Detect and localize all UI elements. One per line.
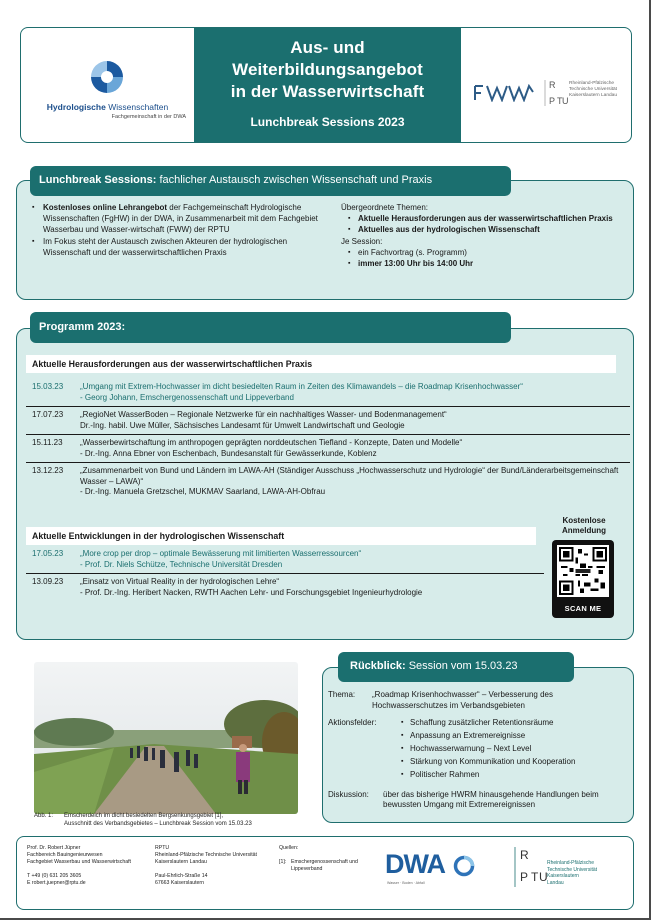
page-subtitle: Lunchbreak Sessions 2023 xyxy=(250,115,405,129)
intro-item: ▪ Kostenloses online Lehrangebot der Fachgemeinschaft Hydrologische Wissenschaften (FgHW) in der DWA, in Zusammenarbeit mit dem Fachgebiet Wasserbau und Wasser-wirtschaft (FWW) der RPTU xyxy=(31,202,331,236)
review-field-item: ▪ Stärkung von Kommunikation und Kooperation xyxy=(399,757,628,768)
review-fields-row xyxy=(328,718,628,782)
event-speaker: - Prof. Dr. Niels Schütze, Technische Universität Dresden xyxy=(80,559,283,569)
page-title-line-1: Aus- und xyxy=(290,38,365,57)
header-banner xyxy=(20,27,632,143)
review-tab: Rückblick: Session vom 15.03.23 xyxy=(338,652,574,682)
dwa-wordmark: DWA xyxy=(385,849,445,879)
review-field-item: ▪ Anpassung an Extremereignisse xyxy=(399,731,628,742)
address-column xyxy=(155,845,291,887)
fghw-swirl-icon xyxy=(89,59,125,95)
program-tab: Programm 2023: xyxy=(30,312,511,343)
event-row xyxy=(26,574,544,601)
qr-label-line-2: Anmeldung xyxy=(562,526,606,535)
event-speaker: - Dr.-Ing. Manuela Gretzschel, MUKMAV Saarland, LAWA-AH-Obfrau xyxy=(80,487,326,496)
event-row xyxy=(26,546,544,574)
event-date: 17.07.23 xyxy=(32,410,64,419)
source-text: Emschergenossenschaft und Lippeverband xyxy=(291,859,358,872)
fghw-logo xyxy=(21,28,194,143)
review-field-item: ▪ Politischer Rahmen xyxy=(399,770,628,781)
event-date: 13.12.23 xyxy=(32,466,64,475)
svg-text:U: U xyxy=(562,96,569,106)
address-line: Kaiserslautern Landau xyxy=(155,859,207,865)
review-field-item: ▪ Schaffung zusätzlicher Retentionsräume xyxy=(399,718,628,729)
intro-left-column xyxy=(31,202,331,258)
event-date: 15.11.23 xyxy=(32,438,63,447)
dwa-tagline: Wasser · Boden · Abfall xyxy=(387,881,425,885)
program-section-practice: Aktuelle Herausforderungen aus der wasserwirtschaftlichen Praxis xyxy=(26,355,616,373)
rptu-footer-wordmark: Rheinland-Pfälzische Technische Universität Kaiserslautern Landau xyxy=(547,860,598,886)
fww-wave-icon xyxy=(473,84,539,102)
dwa-logo xyxy=(385,849,491,893)
event-title: „More crop per drop – optimale Bewässerung mit limitierten Wasserressourcen“ xyxy=(80,549,362,558)
sources-column xyxy=(279,845,379,873)
rptu-mark-icon xyxy=(543,78,569,108)
event-speaker: - Dr.-Ing. Anna Ebner von Eschenbach, Bundesanstalt für Gewässerkunde, Koblenz xyxy=(80,448,377,458)
contact-column xyxy=(27,845,147,887)
header-title-block xyxy=(194,28,461,143)
qr-scan-label: SCAN ME xyxy=(564,604,602,613)
contact-line: Fachbereich Bauingenieurwesen xyxy=(27,852,103,858)
event-date: 15.03.23 xyxy=(32,382,64,391)
event-row xyxy=(26,407,630,435)
source-label: [1]: xyxy=(279,859,287,865)
registration-qr[interactable] xyxy=(552,516,616,618)
topic-item: ▪ Aktuelles aus der hydrologischen Wissenschaft xyxy=(341,224,631,235)
svg-text:P: P xyxy=(549,96,556,106)
svg-text:U: U xyxy=(539,870,548,884)
caption-label: Abb. 1: xyxy=(34,813,54,819)
address-line: Rheinland-Pfälzische Technische Universität xyxy=(155,852,257,858)
review-content xyxy=(328,690,628,818)
contact-phone: T +49 (0) 631 205 3605 xyxy=(27,873,82,879)
event-title: „Zusammenarbeit von Bund und Ländern im LAWA-AH (Ständiger Ausschuss „Hochwasserschutz und Hydrologie“ der Bund/Länderarbeitsgemeinschaft Wasser – LAWA)“ xyxy=(80,466,619,486)
rptu-wordmark: Rheinland-Pfälzische Technische Universität Kaiserslautern Landau xyxy=(569,81,618,98)
page-title-line-2: Weiterbildungsangebot xyxy=(232,60,423,79)
review-panel xyxy=(322,667,634,823)
intro-tab: Lunchbreak Sessions: fachlicher Austausch zwischen Wissenschaft und Praxis xyxy=(30,166,511,196)
program-section-science: Aktuelle Entwicklungen in der hydrologischen Wissenschaft xyxy=(26,527,536,545)
rptu-footer-mark-icon xyxy=(513,847,549,889)
address-street: Paul-Ehrlich-Straße 14 xyxy=(155,873,208,879)
event-date: 13.09.23 xyxy=(32,577,64,586)
review-topic-label: Thema: xyxy=(328,690,356,699)
address-line: RPTU xyxy=(155,845,170,851)
session-item: ▪ ein Fachvortrag (s. Programm) xyxy=(341,247,631,258)
event-speaker: - Georg Johann, Emschergenossenschaft und Lippeverband xyxy=(80,392,294,402)
event-row xyxy=(26,463,630,501)
caption-line: Emscherdeich im dicht besiedelten Bergsenkungsgebiet [1], xyxy=(64,813,224,819)
source-item xyxy=(279,859,379,873)
sources-heading: Quellen: xyxy=(279,845,299,851)
topics-heading: Übergeordnete Themen: xyxy=(341,203,429,212)
event-speaker: - Prof. Dr.-Ing. Heribert Nacken, RWTH Aachen Lehr- und Forschungsgebiet Ingenieurhydrologie xyxy=(80,587,423,597)
event-row xyxy=(26,435,630,463)
footer xyxy=(16,836,634,910)
page-title-line-3: in der Wasserwirtschaft xyxy=(230,82,425,101)
program-events-practice xyxy=(26,379,630,501)
qr-code[interactable] xyxy=(552,540,614,618)
address-city: 67663 Kaiserslautern xyxy=(155,880,205,886)
program-events-science xyxy=(26,546,544,601)
contact-line: Fachgebiet Wasserbau und Wasserwirtschaft xyxy=(27,859,131,865)
review-discussion-label: Diskussion: xyxy=(328,789,369,799)
svg-text:P: P xyxy=(520,870,529,884)
intro-panel xyxy=(16,180,634,300)
qr-code-icon xyxy=(557,545,609,597)
event-title: „Umgang mit Extrem-Hochwasser im dicht besiedelten Raum in Zeiten des Klimawandels – die Roadmap Krisenhochwasser“ xyxy=(80,382,523,391)
svg-text:R: R xyxy=(520,848,529,862)
fww-rptu-logo xyxy=(461,28,632,143)
fghw-name: Hydrologische Wissenschaften xyxy=(46,102,169,112)
review-discussion-row xyxy=(328,790,628,811)
photo-caption xyxy=(34,813,324,828)
review-topic-value: „Roadmap Krisenhochwasser“ – Verbesserung des Hochwasserschutzes im Verbandsgebieten xyxy=(372,690,553,710)
contact-email[interactable]: E robert.juepner@rptu.de xyxy=(27,880,86,886)
topic-item: ▪ Aktuelle Herausforderungen aus der wasserwirtschaftlichen Praxis xyxy=(341,213,631,224)
qr-label-line-1: Kostenlose xyxy=(562,516,606,525)
review-discussion-value: über das bisherige HWRM hinausgehende Handlungen beim bewussten Umgang mit Extremereignissen xyxy=(383,789,599,810)
review-topic-row xyxy=(328,690,628,711)
event-row xyxy=(26,379,630,407)
contact-line: Prof. Dr. Robert Jüpner xyxy=(27,845,81,851)
dwa-ring-icon xyxy=(453,855,475,877)
event-date: 17.05.23 xyxy=(32,549,64,558)
event-speaker: Dr.-Ing. habil. Uwe Müller, Sächsisches Landesamt für Umwelt Landwirtschaft und Geologie xyxy=(80,420,405,430)
event-title: „Wasserbewirtschaftung im anthropogen geprägten norddeutschen Tiefland - Konzepte, Daten und Modelle“ xyxy=(80,438,463,447)
emscher-dike-photo xyxy=(34,662,298,814)
intro-item: ▪ Im Fokus steht der Austausch zwischen Akteuren der hydrologischen Wissenschaft und der wasserwirtschaftlichen Praxis xyxy=(31,236,331,258)
session-heading: Je Session: xyxy=(341,236,383,246)
event-title: „RegioNet WasserBoden – Regionale Netzwerke für ein nachhaltiges Wasser- und Bodenmanagement“ xyxy=(80,410,447,419)
event-title: „Einsatz von Virtual Reality in der hydrologischen Lehre“ xyxy=(80,577,280,586)
review-field-item: ▪ Hochwasserwarnung – Next Level xyxy=(399,744,628,755)
svg-text:R: R xyxy=(549,80,556,90)
fghw-subtitle: Fachgemeinschaft in der DWA xyxy=(111,114,186,120)
svg-text:T: T xyxy=(531,870,539,884)
caption-line: Ausschnitt des Verbandsgebietes – Lunchbreak Session vom 15.03.23 xyxy=(64,820,252,827)
session-item: ▪ immer 13:00 Uhr bis 14:00 Uhr xyxy=(341,258,631,269)
review-fields-label: Aktionsfelder: xyxy=(328,718,377,728)
intro-right-column xyxy=(341,202,631,269)
svg-text:T: T xyxy=(557,96,563,106)
